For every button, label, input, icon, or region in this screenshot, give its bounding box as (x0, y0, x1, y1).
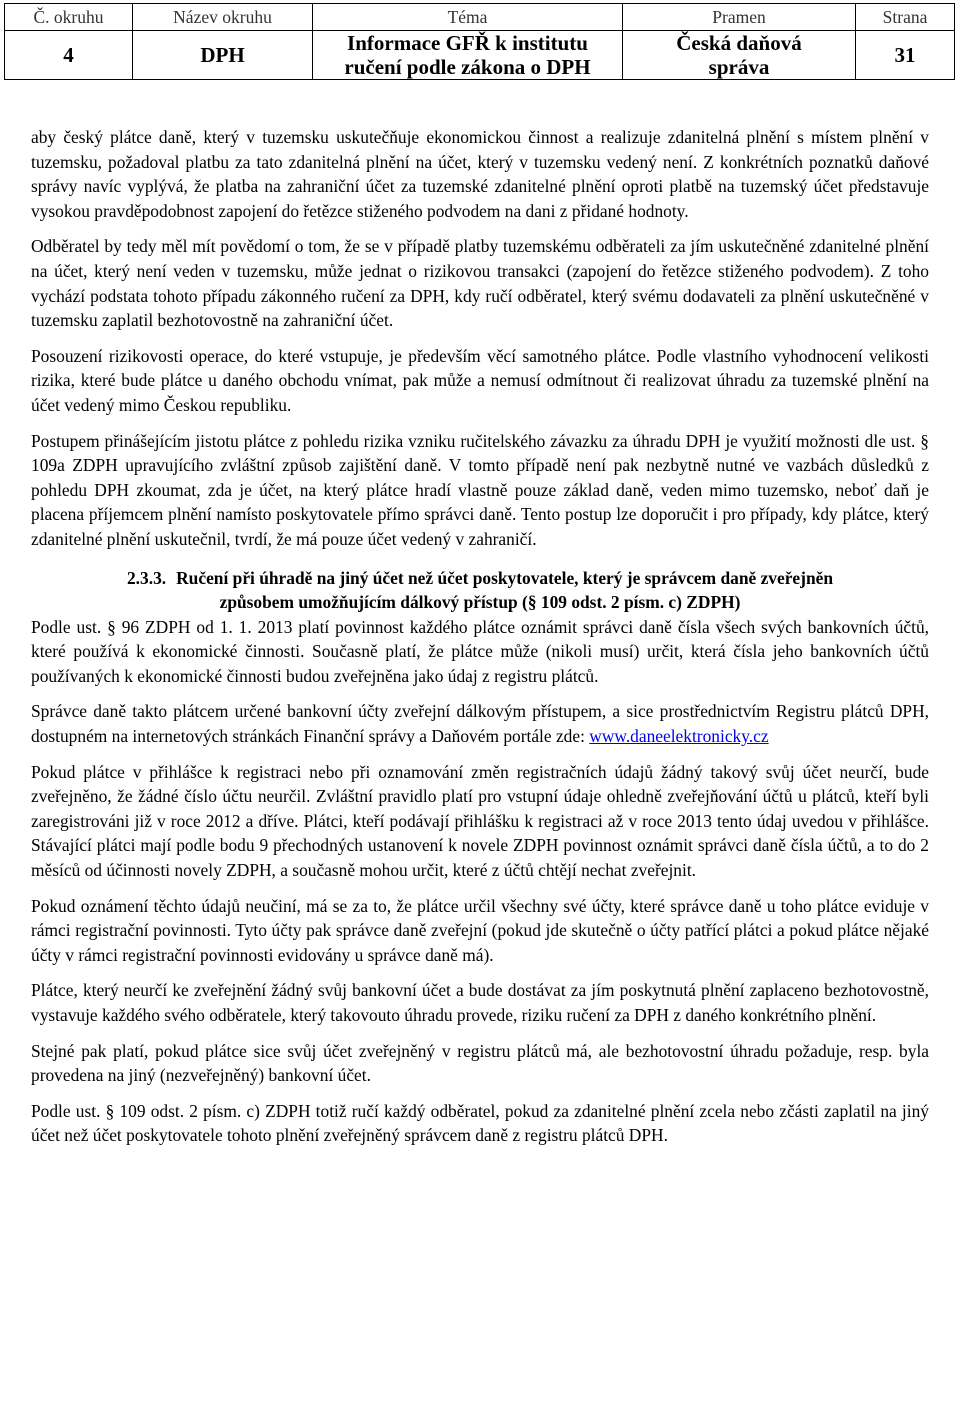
header-label-chapter-number: Č. okruhu (5, 4, 133, 31)
paragraph-9: Plátce, který neurčí ke zveřejnění žádný svůj bankovní účet a bude dostávat za jím poskytnutá plnění zaplaceno bezhotovostně, vystavuje každého svého odběratele, který takovouto úhradu provede, riziku ručení za DPH z daného konkrétního plnění. (31, 980, 929, 1025)
header-value-chapter-number: 4 (5, 31, 133, 80)
header-value-source: Česká daňová správa (623, 31, 856, 80)
paragraph-1: aby český plátce daně, který v tuzemsku uskutečňuje ekonomickou činnost a realizuje zdanitelná plnění s místem plnění v tuzemsku, požadoval platbu za tato zdanitelná plnění na účet, který v tuzemsku vedený není. Z konkrétních poznatků daňové správy navíc vyplývá, že platba na zahraniční účet za tuzemské zdanitelné plnění oproti platbě na tuzemský účet představuje vysokou pravděpodobnost zapojení do řetězce stiženého podvodem na dani z přidané hodnoty. (31, 127, 929, 221)
paragraph-7: Pokud plátce v přihlášce k registraci nebo při oznamování změn registračních údajů žádný takový svůj účet neurčí, bude zveřejněno, že žádné číslo účtu neurčil. Zvláštní pravidlo platí pro vstupní údaje ohledně zveřejňování účtů u plátců, kteří byli zaregistrováni již v roce 2012 a dříve. Plátci, kteří podávají přihlášku k registraci až v roce 2013 tento údaj uvedou v přihlášce. Stávající plátci mají podle bodu 9 přechodných ustanovení k novele ZDPH povinnost oznámit správci daně čísla účtů, a to do 2 měsíců od účinnosti novely ZDPH, a současně mohou určit, které z účtů chtějí nechat zveřejnit. (31, 761, 929, 881)
section-number: 2.3.3. (126, 567, 167, 588)
paragraph-2: Odběratel by tedy měl mít povědomí o tom, že se v případě platby tuzemskému odběrateli za jím uskutečněné zdanitelné plnění na účet, který není veden v tuzemsku, může jednat o rizikovou transakci (zapojení do řetězce stiženého podvodem). Z toho vychází podstata tohoto případu zákonného ručení za DPH, kdy ručí odběratel, který svému dodavateli za plnění uskutečněné v tuzemsku zaplatil bezhotovostně na zahraniční účet. (31, 236, 929, 331)
section-title-line-1: Ručení při úhradě na jiný účet než účet poskytovatele, který je správcem daně zveřejněn (176, 567, 834, 588)
header-label-topic: Téma (313, 4, 623, 31)
paragraph-4: Postupem přinášejícím jistotu plátce z pohledu rizika vzniku ručitelského závazku za úhradu DPH je využití možnosti dle ust. § 109a ZDPH upravujícího zvláštní způsob zajištění daně. V tomto případě není pak nezbytně nutné ve vazbách důsledků z pohledu DPH zkoumat, zda je účet, na který plátce hradí vlastně pouze základ daně, veden mimo tuzemsko, neboť daň je placena příjemcem plnění namísto poskytovatele přímo správci daně. Tento postup lze doporučit i pro případy, kdy plátce, který zdanitelné plnění uskutečnil, tvrdí, že má pouze účet vedený v zahraničí. (31, 430, 929, 549)
paragraph-5: Podle ust. § 96 ZDPH od 1. 1. 2013 platí povinnost každého plátce oznámit správci daně čísla všech svých bankovních účtů, které používá k ekonomické činnosti. Současně platí, že plátce může (nikoli musí) určit, která čísla jeho bankovních účtů používaných k ekonomické činnosti budou zveřejněna jako údaj z registru plátců. (31, 616, 929, 686)
header-label-source: Pramen (623, 4, 856, 31)
paragraph-11: Podle ust. § 109 odst. 2 písm. c) ZDPH totiž ručí každý odběratel, pokud za zdanitelné plnění zcela nebo zčásti zaplatil na jiný účet než účet poskytovatele tohoto plnění zveřejněný správcem daně z registru plátců DPH. (31, 1100, 929, 1146)
paragraph-6-text: Správce daně takto plátcem určené bankovní účty zveřejní dálkovým přístupem, a sice prostřednictvím Registru plátců DPH, dostupném na internetových stránkách Finanční správy a Daňovém portále zde: (31, 701, 929, 747)
header-label-page: Strana (856, 4, 955, 31)
paragraph-10: Stejné pak platí, pokud plátce sice svůj účet zveřejněný v registru plátců má, ale bezhotovostní úhradu požaduje, resp. byla provedena na jiný (nezveřejněný) bankovní účet. (31, 1040, 929, 1086)
paragraph-3: Posouzení rizikovosti operace, do které vstupuje, je především věcí samotného plátce. Podle vlastního vyhodnocení velikosti rizika, které bude plátce u daného obchodu vnímat, pak může a nemusí odmítnout či realizovat úhradu za tuzemské plnění na účet vedený mimo Českou republiku. (31, 345, 929, 415)
header-label-chapter-name: Název okruhu (133, 4, 313, 31)
header-value-page: 31 (856, 31, 955, 80)
header-value-chapter-name: DPH (133, 31, 313, 80)
paragraph-6 (31, 699, 929, 748)
document-header-table (4, 3, 955, 80)
header-value-topic: Informace GFŘ k institutu ručení podle zákona o DPH (313, 31, 623, 80)
document-body (31, 125, 929, 1159)
section-title-line-2: způsobem umožňujícím dálkový přístup (§ 109 odst. 2 písm. c) ZDPH) (219, 592, 741, 613)
paragraph-8: Pokud oznámení těchto údajů neučiní, má se za to, že plátce určil všechny své účty, které správce daně u toho plátce eviduje v rámci registrační povinnosti. Tyto účty pak správce daně zveřejní (pokud jde skutečně o účty patřící plátci a pokud plátce nějaké účty v rámci registrační povinnosti evidovány u správce daně má). (31, 895, 929, 965)
section-heading (31, 566, 929, 615)
daneelektronicky-link[interactable]: www.daneelektronicky.cz (589, 726, 769, 747)
